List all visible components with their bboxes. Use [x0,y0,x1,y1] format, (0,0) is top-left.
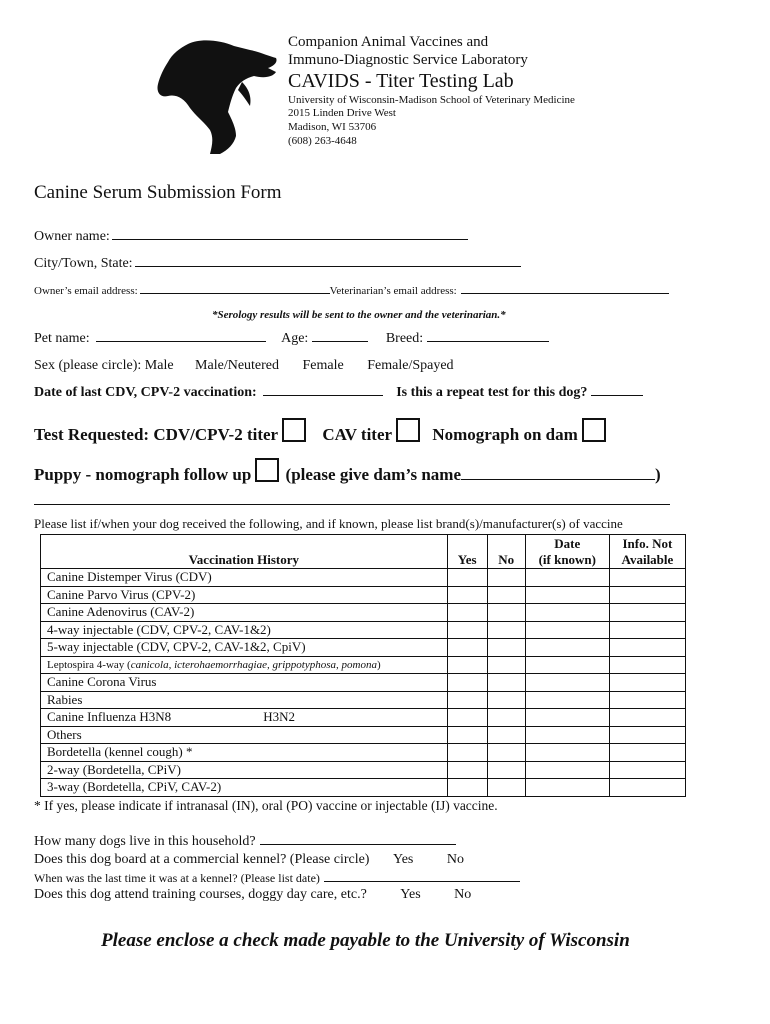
table-row [41,604,686,622]
email-row [34,285,669,297]
training-no[interactable]: No [454,887,472,902]
form-title: Canine Serum Submission Form [34,182,282,203]
info-header: Info. Not Available [609,535,685,569]
yes-cell[interactable] [447,744,487,762]
table-row [41,586,686,604]
last-vaccination-field[interactable] [263,394,383,396]
info-cell[interactable] [609,744,685,762]
vaccine-name: Others [41,726,448,744]
vaccine-name: Rabies [41,691,448,709]
sex-female[interactable]: Female [302,358,344,373]
owner-email-field[interactable] [140,292,330,294]
repeat-test-label: Is this a repeat test for this dog? [396,385,588,400]
test-requested-row [34,418,606,445]
cdv-cpv-checkbox[interactable] [282,418,306,442]
dam-name-field[interactable] [461,478,655,480]
vaccine-name: Canine Corona Virus [41,674,448,692]
info-cell[interactable] [609,674,685,692]
instructions-text: Please list if/when your dog received the following, and if known, please list brand(s)/manufacturer(s) of vaccine [34,516,623,531]
yes-cell[interactable] [447,691,487,709]
table-header-row [41,535,686,569]
vaccine-name: Leptospira 4-way (canicola, icterohaemorrhagiae, grippotyphosa, pomona) [41,656,448,674]
info-cell[interactable] [609,691,685,709]
no-cell[interactable] [487,744,525,762]
vaccination-row [34,385,643,401]
date-header: Date (if known) [525,535,609,569]
no-cell[interactable] [487,674,525,692]
breed-field[interactable] [427,340,549,342]
breed-label: Breed: [385,331,424,346]
date-cell[interactable] [525,779,609,797]
divider-line [34,504,670,505]
no-cell[interactable] [487,779,525,797]
vaccine-name: Canine Distemper Virus (CDV) [41,569,448,587]
dogs-count-label: How many dogs live in this household? [34,834,256,849]
puppy-row [34,458,661,485]
age-label: Age: [281,331,309,346]
nomograph-checkbox[interactable] [582,418,606,442]
table-row [41,761,686,779]
history-header: Vaccination History [41,535,448,569]
last-vaccination-label: Date of last CDV, CPV-2 vaccination: [34,385,257,400]
test-requested-label: Test Requested: CDV/CPV-2 titer [34,425,279,444]
dam-name-label: (please give dam’s name [285,465,462,484]
no-cell[interactable] [487,604,525,622]
notice-text: *Serology results will be sent to the owner and the veterinarian.* [212,309,506,321]
date-cell[interactable] [525,709,609,727]
date-cell[interactable] [525,761,609,779]
date-cell[interactable] [525,621,609,639]
date-cell[interactable] [525,569,609,587]
info-cell[interactable] [609,709,685,727]
yes-cell[interactable] [447,656,487,674]
no-cell[interactable] [487,569,525,587]
kennel-row [34,852,464,868]
phone-number: (608) 263-4648 [288,135,357,147]
yes-cell[interactable] [447,586,487,604]
street-address: 2015 Linden Drive West [288,107,396,119]
date-cell[interactable] [525,586,609,604]
table-row [41,726,686,744]
info-cell[interactable] [609,726,685,744]
vaccine-name: 5-way injectable (CDV, CPV-2, CAV-1&2, CpiV) [41,639,448,657]
school-name: University of Wisconsin-Madison School of Veterinary Medicine [288,94,575,106]
vaccine-name: 4-way injectable (CDV, CPV-2, CAV-1&2) [41,621,448,639]
table-row [41,779,686,797]
table-row [41,569,686,587]
sex-male-neutered[interactable]: Male/Neutered [195,358,280,373]
yes-cell[interactable] [447,621,487,639]
dogs-count-field[interactable] [260,843,456,845]
cav-titer-label: CAV titer [322,425,393,444]
age-field[interactable] [312,340,368,342]
kennel-last-row [34,871,520,886]
yes-cell[interactable] [447,761,487,779]
training-row [34,887,471,903]
vet-email-label: Veterinarian’s email address: [329,285,457,297]
date-cell[interactable] [525,639,609,657]
kennel-yes[interactable]: Yes [392,852,414,867]
date-cell[interactable] [525,674,609,692]
yes-cell[interactable] [447,604,487,622]
date-cell[interactable] [525,726,609,744]
training-label: Does this dog attend training courses, doggy day care, etc.? [34,887,367,902]
pet-name-field[interactable] [96,340,266,342]
vaccine-name: 3-way (Bordetella, CPiV, CAV-2) [41,779,448,797]
yes-cell[interactable] [447,779,487,797]
info-cell[interactable] [609,604,685,622]
sex-label-male[interactable]: Sex (please circle): Male [34,358,174,373]
puppy-checkbox[interactable] [255,458,279,482]
lab-name: CAVIDS - Titer Testing Lab [288,70,514,92]
info-cell[interactable] [609,639,685,657]
info-cell[interactable] [609,586,685,604]
info-cell[interactable] [609,569,685,587]
yes-cell[interactable] [447,726,487,744]
no-cell[interactable] [487,691,525,709]
owner-name-row [34,229,468,245]
kennel-last-field[interactable] [324,880,520,882]
pet-row [34,331,549,347]
dog-silhouette-logo [150,38,280,158]
nomograph-label: Nomograph on dam [432,425,578,444]
city-state-row [34,256,521,272]
no-cell[interactable] [487,709,525,727]
no-cell[interactable] [487,761,525,779]
date-cell[interactable] [525,744,609,762]
vet-email-field[interactable] [461,292,669,294]
date-cell[interactable] [525,691,609,709]
date-cell[interactable] [525,604,609,622]
puppy-label: Puppy - nomograph follow up [34,465,252,484]
vaccine-name: Canine Parvo Virus (CPV-2) [41,586,448,604]
city-state-field[interactable] [135,265,521,267]
info-cell[interactable] [609,656,685,674]
no-cell[interactable] [487,726,525,744]
table-row [41,709,686,727]
yes-cell[interactable] [447,569,487,587]
no-cell[interactable] [487,656,525,674]
city-state-label: City/Town, State: [34,256,133,271]
pet-name-label: Pet name: [34,331,90,346]
repeat-test-field[interactable] [591,394,643,396]
dogs-count-row [34,834,456,850]
table-row [41,621,686,639]
vaccine-name: Bordetella (kennel cough) * [41,744,448,762]
no-header: No [487,535,525,569]
yes-cell[interactable] [447,639,487,657]
training-yes[interactable]: Yes [400,887,421,902]
owner-email-label: Owner’s email address: [34,285,138,297]
header-line2: Immuno-Diagnostic Service Laboratory [288,52,528,68]
cav-titer-checkbox[interactable] [396,418,420,442]
info-cell[interactable] [609,621,685,639]
table-row [41,691,686,709]
no-cell[interactable] [487,586,525,604]
closing-text: Please enclose a check made payable to the University of Wisconsin [101,930,630,951]
kennel-label: Does this dog board at a commercial kennel? (Please circle) [34,852,370,867]
dam-close-paren: ) [655,465,661,484]
info-cell[interactable] [609,779,685,797]
kennel-no[interactable]: No [446,852,464,867]
yes-header: Yes [447,535,487,569]
no-cell[interactable] [487,621,525,639]
table-row [41,674,686,692]
city-address: Madison, WI 53706 [288,121,377,133]
table-row [41,656,686,674]
info-cell[interactable] [609,761,685,779]
yes-cell[interactable] [447,674,487,692]
owner-name-field[interactable] [112,238,468,240]
vaccination-table [40,534,686,797]
yes-cell[interactable] [447,709,487,727]
footnote-text: * If yes, please indicate if intranasal (IN), oral (PO) vaccine or injectable (IJ) vaccine. [34,798,498,813]
vaccine-name: Canine Adenovirus (CAV-2) [41,604,448,622]
kennel-last-label: When was the last time it was at a kennel? (Please list date) [34,871,320,885]
owner-name-label: Owner name: [34,229,110,244]
vaccine-name: 2-way (Bordetella, CPiV) [41,761,448,779]
date-cell[interactable] [525,656,609,674]
header-line1: Companion Animal Vaccines and [288,34,489,50]
table-row [41,744,686,762]
vaccine-name: Canine Influenza H3N8 H3N2 [41,709,448,727]
sex-row [34,358,454,374]
sex-female-spayed[interactable]: Female/Spayed [367,358,454,373]
no-cell[interactable] [487,639,525,657]
table-row [41,639,686,657]
